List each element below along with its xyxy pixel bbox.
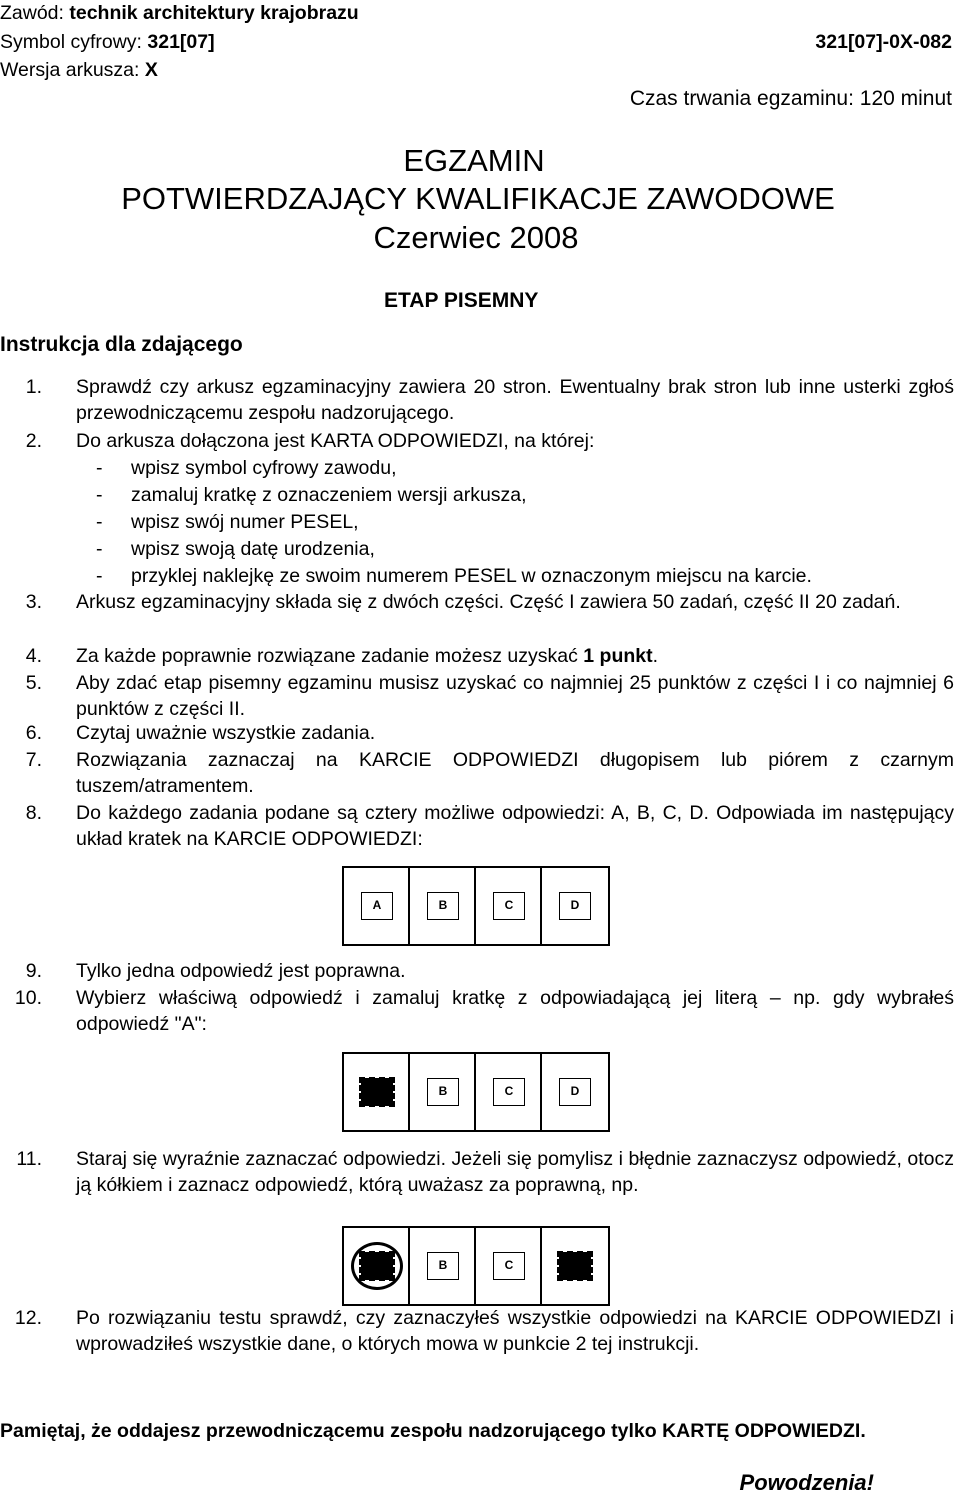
filled-box-d bbox=[559, 1252, 591, 1280]
exam-code: 321[07]-0X-082 bbox=[815, 31, 952, 53]
answer-box-b: B bbox=[427, 892, 459, 920]
answer-cell-b bbox=[410, 1054, 476, 1130]
answer-grid-filled-example bbox=[342, 1052, 610, 1132]
answer-cell-a-circled bbox=[344, 1228, 410, 1304]
stage-heading: ETAP PISEMNY bbox=[384, 289, 539, 312]
answer-cell-d bbox=[542, 1054, 608, 1130]
points-value: 1 punkt bbox=[583, 645, 653, 667]
filled-box-a bbox=[361, 1078, 393, 1106]
answer-cell-d bbox=[542, 868, 608, 944]
title-line-3: Czerwiec 2008 bbox=[373, 220, 579, 255]
answer-box-c: C bbox=[493, 1252, 525, 1280]
title-line-1: EGZAMIN bbox=[403, 143, 545, 178]
answer-cell-c bbox=[476, 1054, 542, 1130]
answer-cell-b bbox=[410, 868, 476, 944]
profession-label: Zawód: bbox=[0, 2, 70, 24]
profession-line bbox=[0, 0, 359, 26]
answer-cell-a-filled bbox=[344, 1054, 410, 1130]
filled-box-a bbox=[361, 1252, 393, 1280]
answer-box-c: C bbox=[493, 892, 525, 920]
version-label: Wersja arkusza: bbox=[0, 59, 145, 81]
answer-grid-example bbox=[342, 866, 610, 946]
answer-cell-c bbox=[476, 1228, 542, 1304]
answer-cell-d-filled bbox=[542, 1228, 608, 1304]
exam-instruction-page: Zawód: technik architektury krajobrazu Symbol cyfrowy: 321[07] 321[07]-0X-082 Wersja arkusza: X Czas trwania egzaminu: 120 minut EGZAMIN POTWIERDZAJĄCY KWALIFIKACJE ZAWODOWE Czerwiec 2008 ETAP PISEMNY Instrukcja dla zdającego 1. Sprawdź czy arkusz egzaminacyjny zawiera 20 stron. Ewentualny brak stron lub inne usterki zgłoś przewodniczącemu zespołu nadzorującego. 2. Do arkusza dołączona jest KARTA ODPOWIEDZI, na której: - wpisz symbol cyfrowy zawodu, - zamaluj kratkę z oznaczeniem wersji arkusza, - wpisz swój numer PESEL, - wpisz swoją datę urodzenia, - przyklej naklejkę ze swoim numerem PESEL w oznaczonym miejscu na karcie. 3. Arkusz egzaminacyjny składa się z dwóch części. Część I zawiera 50 zadań, część II 20 zadań. 4. Za każde poprawnie rozwiązane zadanie możesz uzyskać 1 punkt. 5. Aby zdać etap pisemny egzaminu musisz uzyskać co najmniej 25 punktów z części I i co najmniej 6 punktów z części II. 6. Czytaj uważnie wszystkie zadania. 7. Rozwiązania zaznaczaj na KARCIE ODPOWIEDZI długopisem lub piórem z czarnym tuszem/atramentem. 8. Do każdego zadania podane są cztery możliwe odpowiedzi: A, B, C, D. Odpowiada im następujący układ kratek na KARCIE ODPOWIEDZI: A B C D 9. Tylko jedna odpowiedź jest poprawna. 10. Wybierz właściwą odpowiedź i zamaluj kratkę z odpowiadającą jej literą – np. gdy wybrałeś odpowiedź "A": B C D 11. Staraj się wyraźnie zaznaczać odpowiedzi. Jeżeli się pomylisz i błędnie zaznaczysz odpowiedź, otocz ją kółkiem i zaznacz odpowiedź, którą uważasz za poprawną, np. B C 12. Po rozwiązaniu testu sprawdź, czy zaznaczyłeś wszystkie odpowiedzi na KARCIE ODPOWIEDZI i wprowadziłeś wszystkie dane, o których mowa w punkcie 2 tej instrukcji. Pamiętaj, że oddajesz przewodniczącemu zespołu nadzorującego tylko KARTĘ ODPOWIEDZI. Powodzenia! bbox=[0, 0, 960, 1496]
answer-box-a: A bbox=[361, 892, 393, 920]
version-line bbox=[0, 57, 158, 83]
instructions-heading: Instrukcja dla zdającego bbox=[0, 333, 243, 356]
exam-duration: Czas trwania egzaminu: 120 minut bbox=[629, 87, 952, 110]
answer-box-d: D bbox=[559, 892, 591, 920]
profession-value: technik architektury krajobrazu bbox=[69, 2, 359, 24]
answer-box-c: C bbox=[493, 1078, 525, 1106]
symbol-label: Symbol cyfrowy: bbox=[0, 31, 148, 53]
reminder-note: Pamiętaj, że oddajesz przewodniczącemu zespołu nadzorującego tylko KARTĘ ODPOWIEDZI. bbox=[0, 1420, 866, 1442]
answer-box-b: B bbox=[427, 1252, 459, 1280]
version-value: X bbox=[144, 59, 158, 81]
answer-cell-a bbox=[344, 868, 410, 944]
answer-cell-c bbox=[476, 868, 542, 944]
symbol-line bbox=[0, 29, 215, 55]
title-line-2: POTWIERDZAJĄCY KWALIFIKACJE ZAWODOWE bbox=[121, 181, 835, 216]
answer-box-b: B bbox=[427, 1078, 459, 1106]
symbol-value: 321[07] bbox=[147, 31, 215, 53]
answer-box-d: D bbox=[559, 1078, 591, 1106]
answer-grid-correction-example bbox=[342, 1226, 610, 1306]
answer-cell-b bbox=[410, 1228, 476, 1304]
good-luck: Powodzenia! bbox=[739, 1470, 874, 1495]
